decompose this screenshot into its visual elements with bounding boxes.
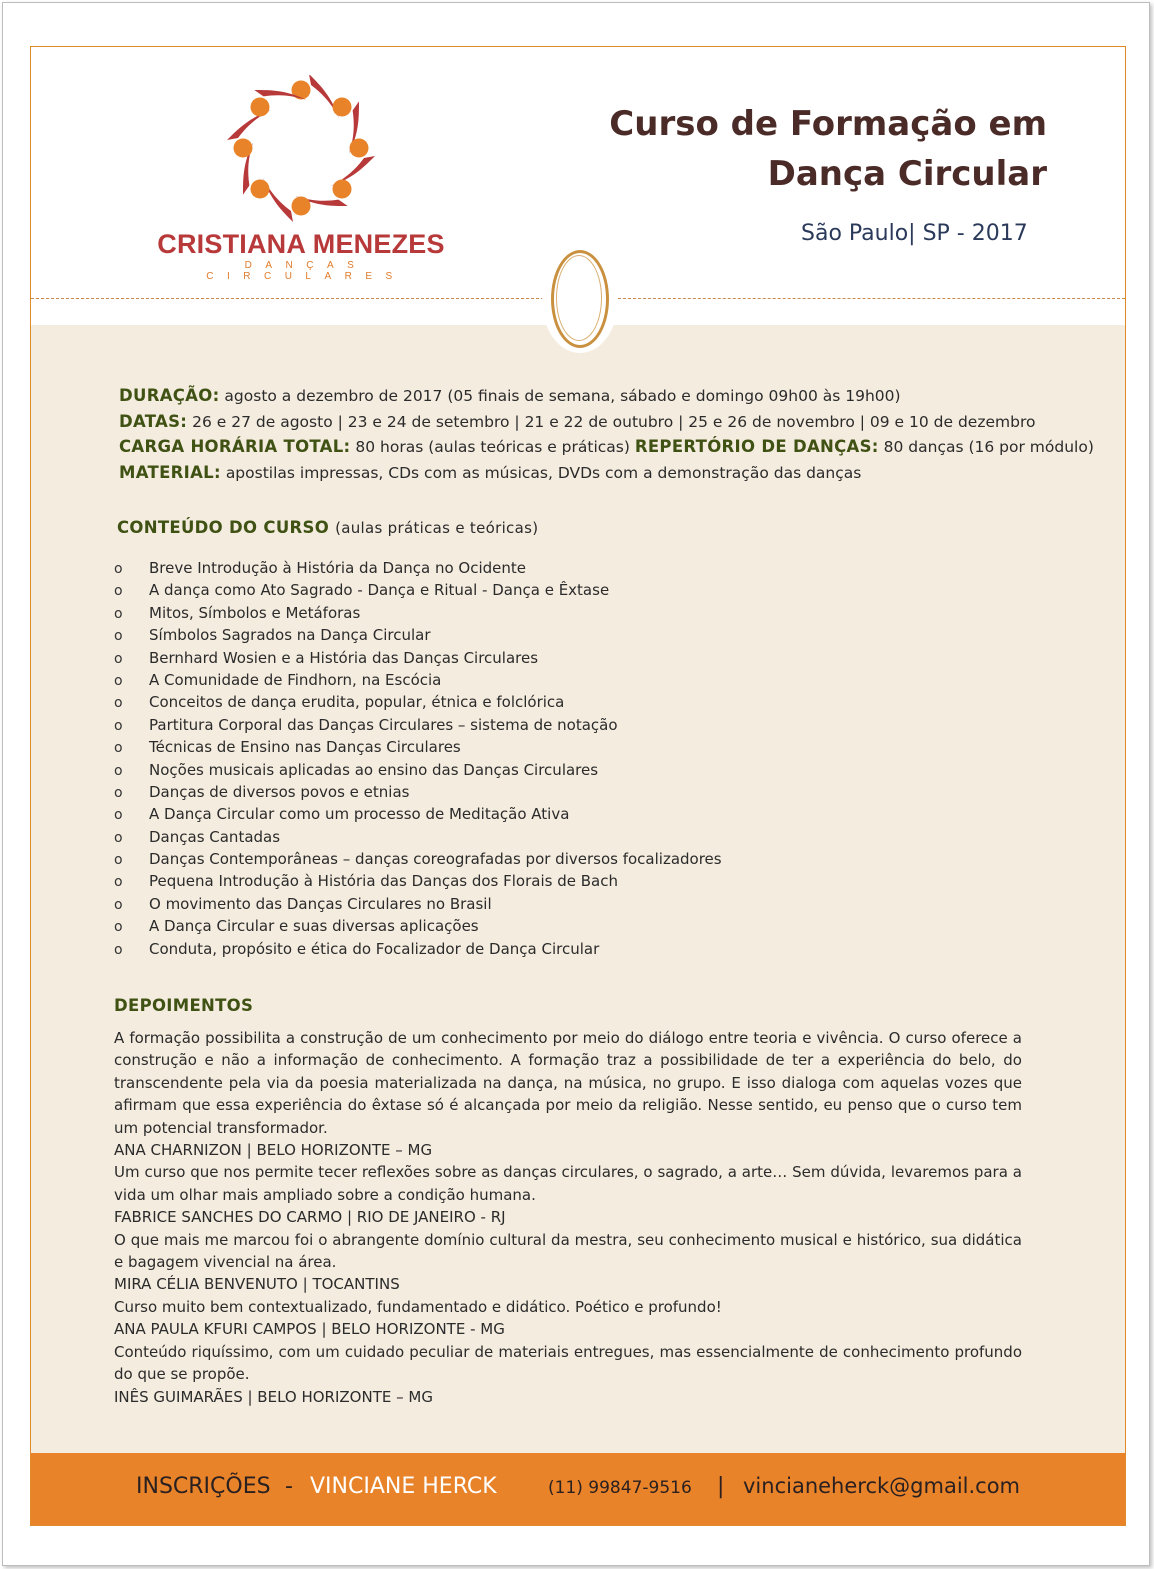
list-item — [114, 759, 722, 781]
repertorio-label: REPERTÓRIO DE DANÇAS: — [634, 437, 879, 456]
brand-subtitle: DANÇAS CIRCULARES — [206, 260, 406, 282]
info-datas — [119, 412, 1035, 431]
header-divider-right — [613, 298, 1125, 299]
conteudo-heading — [117, 518, 538, 537]
bullet-icon: o — [114, 874, 123, 891]
list-item — [114, 870, 722, 892]
bullet-icon: o — [114, 896, 123, 913]
list-item-text: A Dança Circular e suas diversas aplicações — [149, 917, 479, 936]
list-item-text: Conduta, propósito e ética do Focalizador de Dança Circular — [149, 939, 600, 958]
list-item-text: Danças de diversos povos e etnias — [149, 782, 410, 801]
depoimentos-title: DEPOIMENTOS — [114, 996, 254, 1015]
list-item — [114, 624, 722, 646]
oval-ornament-inner — [556, 255, 602, 341]
testimonials — [114, 1027, 1022, 1408]
footer-bar — [31, 1453, 1125, 1525]
list-item — [114, 647, 722, 669]
repertorio-value: 80 danças (16 por módulo) — [883, 438, 1094, 456]
flyer-page — [30, 46, 1126, 1526]
list-item-text: Pequena Introdução à História das Danças dos Florais de Bach — [149, 872, 618, 891]
bullet-icon: o — [114, 852, 123, 869]
list-item — [114, 736, 722, 758]
list-item-text: A Dança Circular como um processo de Meditação Ativa — [149, 805, 570, 824]
document-frame — [2, 2, 1150, 1566]
material-value: apostilas impressas, CDs com as músicas, DVDs com a demonstração das danças — [225, 464, 862, 482]
info-carga — [119, 437, 1094, 456]
list-item — [114, 826, 722, 848]
list-item-text: O movimento das Danças Circulares no Brasil — [149, 894, 492, 913]
testimonial-author: ANA CHARNIZON | BELO HORIZONTE – MG — [114, 1141, 433, 1160]
testimonial-text: Curso muito bem contextualizado, fundamentado e didático. Poético e profundo! — [114, 1297, 722, 1316]
conteudo-note: (aulas práticas e teóricas) — [335, 519, 539, 537]
list-item — [114, 848, 722, 870]
testimonial-text: Um curso que nos permite tecer reflexões sobre as danças circulares, o sagrado, a arte… Sem dúvida, levaremos para a vida um olhar mais ampliado sobre a condição humana. — [114, 1163, 1022, 1204]
list-item — [114, 579, 722, 601]
testimonial-author: MIRA CÉLIA BENVENUTO | TOCANTINS — [114, 1275, 400, 1294]
location-year: São Paulo| SP - 2017 — [801, 221, 1028, 246]
bullet-icon: o — [114, 919, 123, 936]
footer-email: vincianeherck@gmail.com — [743, 1474, 1021, 1498]
list-item — [114, 893, 722, 915]
material-label: MATERIAL: — [119, 463, 221, 482]
datas-label: DATAS: — [119, 412, 188, 431]
list-item-text: Noções musicais aplicadas ao ensino das Danças Circulares — [149, 760, 599, 779]
bullet-icon: o — [114, 628, 123, 645]
list-item-text: Conceitos de dança erudita, popular, étnica e folclórica — [149, 693, 565, 712]
header-divider-left — [31, 298, 544, 299]
duracao-value: agosto a dezembro de 2017 (05 finais de semana, sábado e domingo 09h00 às 19h00) — [224, 387, 901, 405]
testimonial-author: FABRICE SANCHES DO CARMO | RIO DE JANEIRO - RJ — [114, 1208, 506, 1227]
testimonial-author: ANA PAULA KFURI CAMPOS | BELO HORIZONTE - MG — [114, 1320, 505, 1339]
list-item — [114, 938, 722, 960]
footer-label: INSCRIÇÕES — [136, 1474, 271, 1499]
bullet-icon: o — [114, 583, 123, 600]
list-item-text: Técnicas de Ensino nas Danças Circulares — [149, 738, 461, 757]
footer-contact-name: VINCIANE HERCK — [310, 1474, 497, 1499]
title-line-2: Dança Circular — [767, 154, 1047, 194]
list-item — [114, 557, 722, 579]
footer-separator: - — [285, 1474, 293, 1499]
list-item-text: Danças Contemporâneas – danças coreografadas por diversos focalizadores — [149, 850, 722, 869]
brand-name: CRISTIANA MENEZES — [157, 229, 445, 259]
carga-label: CARGA HORÁRIA TOTAL: — [119, 437, 351, 456]
info-duracao — [119, 386, 901, 405]
bullet-icon: o — [114, 829, 123, 846]
bullet-icon: o — [114, 605, 123, 622]
testimonial-author: INÊS GUIMARÃES | BELO HORIZONTE – MG — [114, 1387, 433, 1406]
course-content-list — [114, 557, 722, 960]
footer-phone: (11) 99847-9516 — [548, 1478, 692, 1498]
bullet-icon: o — [114, 762, 123, 779]
list-item-text: A dança como Ato Sagrado - Dança e Ritual - Dança e Êxtase — [149, 581, 610, 600]
bullet-icon: o — [114, 650, 123, 667]
datas-value: 26 e 27 de agosto | 23 e 24 de setembro | 21 e 22 de outubro | 25 e 26 de novembro | 09 e 10 de dezembro — [192, 413, 1036, 431]
list-item-text: Breve Introdução à História da Dança no Ocidente — [149, 559, 527, 577]
list-item-text: A Comunidade de Findhorn, na Escócia — [149, 670, 442, 689]
testimonial-text: O que mais me marcou foi o abrangente domínio cultural da mestra, seu conhecimento musical e histórico, sua didática e bagagem vivencial na área. — [114, 1230, 1022, 1272]
list-item-text: Mitos, Símbolos e Metáforas — [149, 603, 361, 622]
list-item — [114, 669, 722, 691]
list-item — [114, 714, 722, 736]
bullet-icon: o — [114, 561, 123, 577]
list-item — [114, 915, 722, 937]
dancers-circle-logo-icon — [211, 75, 391, 225]
list-item — [114, 803, 722, 825]
list-item-text: Danças Cantadas — [149, 827, 281, 846]
duracao-label: DURAÇÃO: — [119, 386, 220, 405]
list-item-text: Bernhard Wosien e a História das Danças Circulares — [149, 648, 539, 667]
list-item — [114, 602, 722, 624]
bullet-icon: o — [114, 784, 123, 801]
bullet-icon: o — [114, 672, 123, 689]
bullet-icon: o — [114, 807, 123, 824]
list-item-text: Símbolos Sagrados na Dança Circular — [149, 626, 431, 645]
title-line-1: Curso de Formação em — [609, 104, 1047, 144]
page-title — [487, 99, 1047, 199]
carga-value: 80 horas (aulas teóricas e práticas) — [355, 438, 630, 456]
bullet-icon: o — [114, 695, 123, 712]
testimonial-text: Conteúdo riquíssimo, com um cuidado peculiar de materiais entregues, mas essencialmente de conhecimento profundo do que se propõe. — [114, 1342, 1022, 1384]
conteudo-title: CONTEÚDO DO CURSO — [117, 518, 330, 537]
footer-divider: | — [717, 1474, 725, 1499]
testimonial-text: A formação possibilita a construção de um conhecimento por meio do diálogo entre teoria e vivência. O curso oferece a construção e não a informação de conhecimento. A formação traz a possibilidade de ter a experiência do belo, do transcendente pela via da poesia materializada na dança, na música, no grupo. E isso dialoga com aquelas vozes que afirmam que essa experiência do êxtase só é alcançada por meio da religião. Nesse sentido, eu penso que o curso tem um potencial transformador. — [114, 1029, 1022, 1137]
list-item — [114, 691, 722, 713]
bullet-icon: o — [114, 740, 123, 757]
info-material — [119, 463, 861, 482]
list-item-text: Partitura Corporal das Danças Circulares – sistema de notação — [149, 715, 618, 734]
list-item — [114, 781, 722, 803]
bullet-icon: o — [114, 941, 123, 958]
bullet-icon: o — [114, 717, 123, 734]
